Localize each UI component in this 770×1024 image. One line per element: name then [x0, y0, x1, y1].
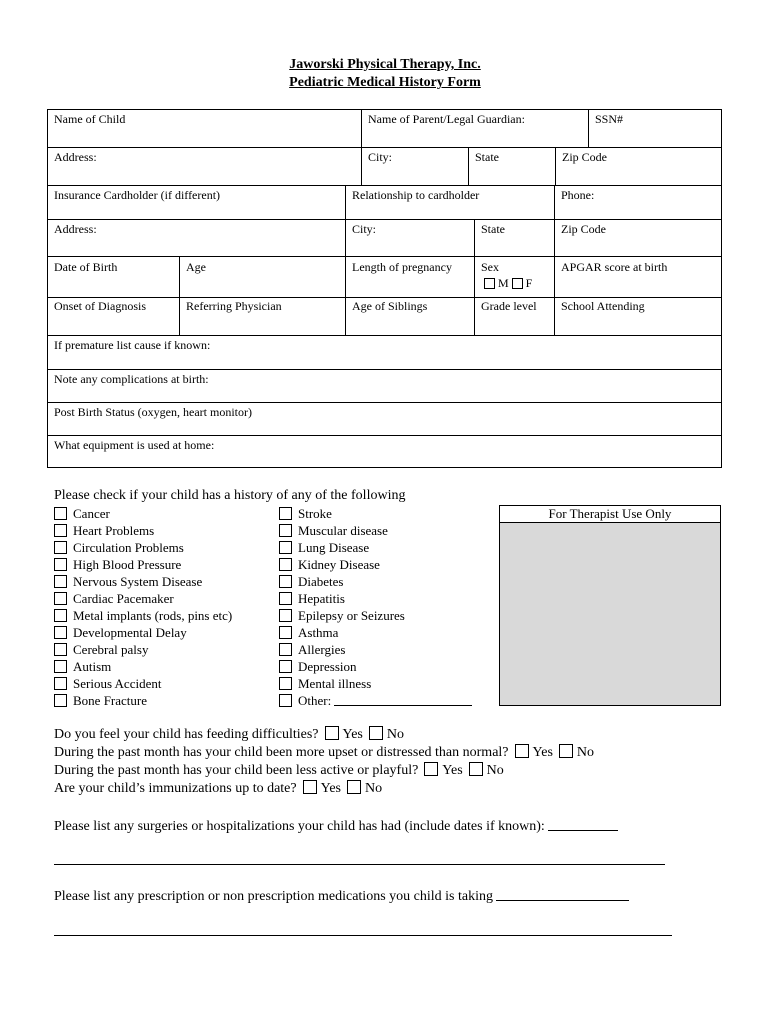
premature-label: If premature list cause if known:	[54, 338, 211, 352]
no-checkbox[interactable]	[469, 762, 483, 776]
checkbox[interactable]	[54, 507, 67, 520]
other-input-line[interactable]	[334, 693, 472, 706]
checkbox[interactable]	[279, 677, 292, 690]
question-feeding: Do you feel your child has feeding difficulties? Yes No	[54, 727, 404, 742]
checkbox[interactable]	[279, 575, 292, 588]
surgeries-input[interactable]	[548, 817, 618, 831]
history-item[interactable]: Nervous System Disease	[54, 573, 232, 590]
insurance-label: Insurance Cardholder (if different)	[54, 188, 221, 202]
referring-label: Referring Physician	[186, 299, 282, 313]
history-item-other[interactable]: Other:	[279, 692, 472, 709]
ssn-label: SSN#	[595, 112, 624, 126]
post-birth-label: Post Birth Status (oxygen, heart monitor)	[54, 405, 252, 419]
history-item[interactable]: Depression	[279, 658, 472, 675]
sex-m-checkbox[interactable]	[484, 278, 495, 289]
history-item[interactable]: Cancer	[54, 505, 232, 522]
checkbox[interactable]	[54, 541, 67, 554]
history-item[interactable]: Diabetes	[279, 573, 472, 590]
city-label: City:	[368, 150, 393, 164]
apgar-label: APGAR score at birth	[561, 260, 668, 274]
address-label: Address:	[54, 150, 97, 164]
checkbox[interactable]	[279, 694, 292, 707]
checkbox[interactable]	[54, 694, 67, 707]
siblings-label: Age of Siblings	[352, 299, 428, 313]
history-item[interactable]: Circulation Problems	[54, 539, 232, 556]
history-item[interactable]: Lung Disease	[279, 539, 472, 556]
checkbox[interactable]	[279, 507, 292, 520]
no-checkbox[interactable]	[347, 780, 361, 794]
history-item[interactable]: Hepatitis	[279, 590, 472, 607]
age-label: Age	[186, 260, 206, 274]
yes-checkbox[interactable]	[303, 780, 317, 794]
child-name-label: Name of Child	[54, 112, 126, 126]
dob-label: Date of Birth	[54, 260, 118, 274]
medications-input[interactable]	[496, 887, 629, 901]
checkbox[interactable]	[54, 558, 67, 571]
sex-f-checkbox[interactable]	[512, 278, 523, 289]
sex-label: Sex	[481, 260, 499, 274]
checkbox[interactable]	[279, 558, 292, 571]
checkbox[interactable]	[279, 541, 292, 554]
cardholder-address-label: Address:	[54, 222, 97, 236]
yes-checkbox[interactable]	[424, 762, 438, 776]
checkbox[interactable]	[54, 677, 67, 690]
checkbox[interactable]	[54, 626, 67, 639]
history-item[interactable]: Metal implants (rods, pins etc)	[54, 607, 232, 624]
yes-checkbox[interactable]	[325, 726, 339, 740]
medications-line[interactable]	[54, 935, 672, 936]
company-name: Jaworski Physical Therapy, Inc.	[289, 57, 481, 72]
history-item[interactable]: High Blood Pressure	[54, 556, 232, 573]
checkbox[interactable]	[279, 626, 292, 639]
history-item[interactable]: Asthma	[279, 624, 472, 641]
surgeries-question: Please list any surgeries or hospitalizations your child has had (include dates if known):	[54, 817, 618, 835]
history-item[interactable]: Autism	[54, 658, 232, 675]
relationship-label: Relationship to cardholder	[352, 188, 480, 202]
phone-label: Phone:	[561, 188, 595, 202]
checkbox[interactable]	[54, 592, 67, 605]
cardholder-state-label: State	[481, 222, 505, 236]
sex-field	[475, 258, 554, 296]
checkbox[interactable]	[279, 643, 292, 656]
checkbox[interactable]	[279, 524, 292, 537]
medications-question: Please list any prescription or non prescription medications you child is taking	[54, 887, 629, 905]
zip-label: Zip Code	[562, 150, 607, 164]
checkbox[interactable]	[279, 609, 292, 622]
history-item[interactable]: Muscular disease	[279, 522, 472, 539]
yes-checkbox[interactable]	[515, 744, 529, 758]
grade-label: Grade level	[481, 299, 537, 313]
checkbox[interactable]	[54, 660, 67, 673]
surgeries-line[interactable]	[54, 864, 665, 865]
pregnancy-label: Length of pregnancy	[352, 260, 452, 274]
checkbox[interactable]	[54, 575, 67, 588]
patient-info-grid	[47, 109, 722, 468]
question-upset: During the past month has your child been more upset or distressed than normal? Yes No	[54, 745, 595, 760]
history-item[interactable]: Cardiac Pacemaker	[54, 590, 232, 607]
therapist-use-label: For Therapist Use Only	[500, 506, 720, 523]
history-item[interactable]: Mental illness	[279, 675, 472, 692]
history-heading: Please check if your child has a history of any of the following	[54, 488, 406, 503]
cardholder-zip-label: Zip Code	[561, 222, 606, 236]
history-item[interactable]: Kidney Disease	[279, 556, 472, 573]
form-title: Pediatric Medical History Form	[289, 75, 481, 90]
history-item[interactable]: Heart Problems	[54, 522, 232, 539]
cardholder-city-label: City:	[352, 222, 377, 236]
question-activity: During the past month has your child been less active or playful? Yes No	[54, 763, 504, 778]
sex-m-label: M	[498, 276, 509, 290]
parent-name-label: Name of Parent/Legal Guardian:	[368, 112, 525, 126]
complications-label: Note any complications at birth:	[54, 372, 209, 386]
equipment-label: What equipment is used at home:	[54, 438, 215, 452]
checkbox[interactable]	[54, 643, 67, 656]
sex-f-label: F	[525, 276, 533, 290]
checkbox[interactable]	[279, 592, 292, 605]
history-item[interactable]: Allergies	[279, 641, 472, 658]
checkbox[interactable]	[279, 660, 292, 673]
checkbox[interactable]	[54, 609, 67, 622]
no-checkbox[interactable]	[559, 744, 573, 758]
history-list-left	[54, 505, 232, 709]
history-item[interactable]: Cerebral palsy	[54, 641, 232, 658]
history-item[interactable]: Epilepsy or Seizures	[279, 607, 472, 624]
history-item[interactable]: Developmental Delay	[54, 624, 232, 641]
question-immunizations: Are your child’s immunizations up to date? Yes No	[54, 781, 383, 796]
state-label: State	[475, 150, 499, 164]
onset-label: Onset of Diagnosis	[54, 299, 146, 313]
history-item[interactable]: Bone Fracture	[54, 692, 232, 709]
checkbox[interactable]	[54, 524, 67, 537]
therapist-use-box	[499, 505, 721, 706]
history-item[interactable]: Serious Accident	[54, 675, 232, 692]
history-item[interactable]: Stroke	[279, 505, 472, 522]
school-label: School Attending	[561, 299, 645, 313]
no-checkbox[interactable]	[369, 726, 383, 740]
history-list-right	[279, 505, 472, 709]
